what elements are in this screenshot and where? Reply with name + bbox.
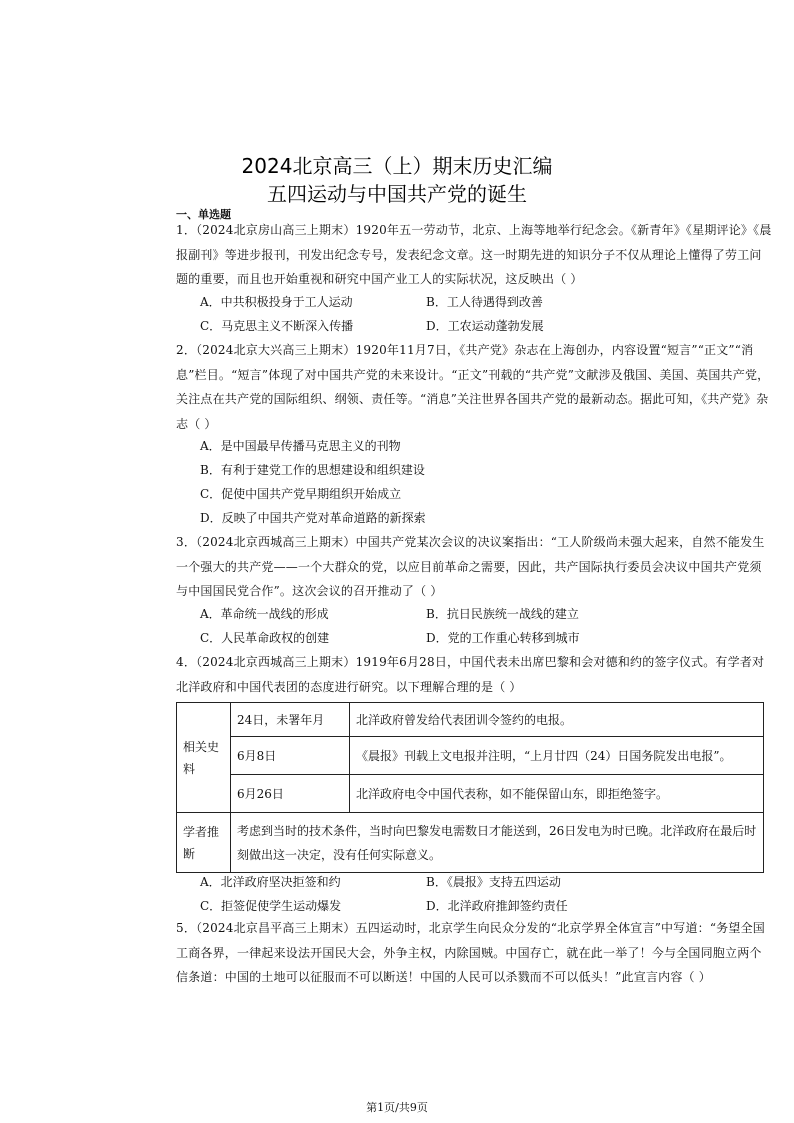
- scholar-label: 学者推断: [177, 813, 231, 873]
- source-date-1: 24日，未署年月: [231, 703, 350, 737]
- page-title: 2024北京高三（上）期末历史汇编: [241, 154, 553, 178]
- source-text-1: 北洋政府曾发给代表团训令签约的电报。: [350, 703, 764, 737]
- source-date-3: 6月26日: [231, 775, 350, 813]
- question-4-option-d: D．北洋政府推卸签约责任: [426, 899, 568, 913]
- source-table: [176, 702, 764, 873]
- question-3-stem: 3．（2024北京西城高三上期末）中国共产党某次会议的决议案指出：“工人阶级尚未强大起来，自然不能发生一个强大的共产党——一个大群众的党，以应目前革命之需要，因此，共产国际执行委员会决议中国共产党须与中国国民党合作”。这次会议的召开推动了（ ）: [176, 535, 765, 598]
- question-1-option-c: C．马克思主义不断深入传播: [200, 319, 354, 333]
- source-text-2: 《晨报》刊载上文电报并注明，“上月廿四（24）日国务院发出电报”。: [350, 737, 764, 775]
- question-1-option-b: B．工人待遇得到改善: [426, 295, 543, 309]
- page-subtitle: 五四运动与中国共产党的诞生: [267, 182, 527, 206]
- question-1-stem: 1．（2024北京房山高三上期末）1920年五一劳动节，北京、上海等地举行纪念会。《新青年》《星期评论》《晨报副刊》等进步报刊，刊发出纪念专号，发表纪念文章。这一时期先进的知识分子不仅从理论上懂得了劳工问题的重要，而且也开始重视和研究中国产业工人的实际状况，这反映出（ ）: [176, 223, 772, 286]
- question-3-option-d: D．党的工作重心转移到城市: [426, 631, 580, 645]
- question-4-option-c: C．拒签促使学生运动爆发: [200, 899, 342, 913]
- question-3-option-c: C．人民革命政权的创建: [200, 631, 330, 645]
- question-2-option-b: B．有利于建党工作的思想建设和组织建设: [200, 463, 425, 477]
- question-2-option-c: C．促使中国共产党早期组织开始成立: [200, 487, 402, 501]
- question-2-option-d: D．反映了中国共产党对革命道路的新探索: [200, 511, 426, 525]
- source-date-2: 6月8日: [231, 737, 350, 775]
- question-2-stem: 2．（2024北京大兴高三上期末）1920年11月7日，《共产党》杂志在上海创办，内容设置“短言”“正文”“消息”栏目。“短言”体现了对中国共产党的未来设计。“正文”刊载的“共产党”文献涉及俄国、美国、英国共产党，关注点在共产党的国际组织、纲领、责任等。“消息”关注世界各国共产党的最新动态。据此可知，《共产党》杂志（ ）: [176, 343, 770, 431]
- source-group-label: 相关史料: [177, 703, 231, 813]
- question-1-option-a: A．中共积极投身于工人运动: [200, 295, 353, 309]
- section-heading: 一、单选题: [176, 208, 231, 221]
- question-3-option-b: B．抗日民族统一战线的建立: [426, 607, 579, 621]
- page-footer: 第1页/共9页: [366, 1101, 428, 1114]
- question-1-option-d: D．工农运动蓬勃发展: [426, 319, 544, 333]
- question-4-stem: 4．（2024北京西城高三上期末）1919年6月28日，中国代表未出席巴黎和会对德和约的签字仪式。有学者对北洋政府和中国代表团的态度进行研究。以下理解合理的是（ ）: [176, 655, 765, 694]
- question-3-option-a: A．革命统一战线的形成: [200, 607, 329, 621]
- source-text-3: 北洋政府电令中国代表称，如不能保留山东，即拒绝签字。: [350, 775, 764, 813]
- question-4-option-b: B．《晨报》支持五四运动: [426, 875, 561, 889]
- question-2-option-a: A．是中国最早传播马克思主义的刊物: [200, 439, 401, 453]
- scholar-text: 考虑到当时的技术条件，当时向巴黎发电需数日才能送到，26日发电为时已晚。北洋政府在最后时刻做出这一决定，没有任何实际意义。: [231, 813, 764, 873]
- question-5-stem: 5．（2024北京昌平高三上期末）五四运动时，北京学生向民众分发的“北京学界全体宣言”中写道：“务望全国工商各界，一律起来设法开国民大会，外争主权，内除国贼。中国存亡，就在此一举了！今与全国同胞立两个信条道：中国的土地可以征服而不可以断送！中国的人民可以杀戮而不可以低头！”此宣言内容（ ）: [176, 921, 765, 984]
- question-4-option-a: A．北洋政府坚决拒签和约: [200, 875, 341, 889]
